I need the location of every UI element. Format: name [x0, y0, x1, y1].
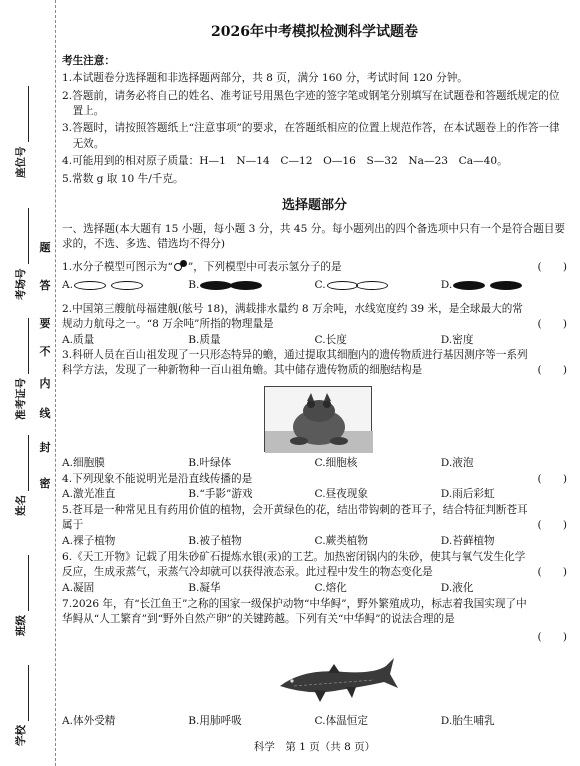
option-b: B.“手影”游戏 — [188, 488, 253, 501]
exam-page — [62, 0, 567, 766]
question-stem: 6.《天工开物》记载了用朱砂矿石提炼水银(汞)的工艺。加热密闭锅内的朱砂，使其与氧气发生化学反应，生成汞蒸气，汞蒸气冷却就可以获得液态汞。此过程中发生的物态变化是 — [62, 551, 526, 579]
answer-bracket: ( ) — [537, 473, 567, 485]
question-1 — [62, 260, 567, 294]
option-b: B.凝华 — [188, 581, 221, 594]
binding-strip — [0, 0, 56, 766]
notice-item: 4.可能用到的相对原子质量：H—1 N—14 C—12 O—16 S—32 Na—23 Ca—40。 — [62, 155, 508, 168]
option-d: D.苔藓植物 — [440, 534, 495, 547]
sturgeon-illustration — [274, 652, 400, 708]
seal-char: 内 — [39, 377, 51, 390]
answer-bracket: ( ) — [537, 364, 567, 376]
admission-number-field: 准考证号 — [14, 318, 29, 420]
seal-char: 封 — [39, 441, 51, 454]
option-b: B.用肺呼吸 — [188, 715, 242, 727]
name-field: 姓名 — [14, 435, 29, 516]
notice-block — [62, 54, 567, 189]
option-a: A.凝固 — [62, 581, 95, 594]
option-b: B. — [188, 278, 314, 293]
question-2 — [62, 302, 567, 348]
option-a: A. — [62, 278, 188, 293]
notice-item: 2.答题前，请务必将自己的姓名、准考证号用黑色字迹的签字笔或钢笔分别填写在试题卷和答题纸规定的位置上。 — [62, 89, 560, 118]
notice-item: 1.本试题卷分选择题和非选择题两部分，共 8 页，满分 160 分，考试时间 120 分钟。 — [62, 72, 468, 85]
option-c: C. — [315, 278, 441, 293]
hydrogen-atom-icon — [111, 281, 143, 290]
question-3-options — [62, 456, 567, 471]
seal-char: 要 — [39, 317, 51, 330]
ring-icon — [356, 281, 388, 290]
answer-bracket: ( ) — [537, 631, 567, 643]
section-intro: 一、选择题(本大题有 15 小题，每小题 3 分，共 45 分。每小题列出的四个备选项中只有一个是符合题目要求的，不选、多选、错选均不得分) — [62, 223, 565, 251]
answer-bracket: ( ) — [537, 261, 567, 273]
option-d: D.胎生哺乳 — [440, 715, 495, 727]
page-footer: 科学 第 1 页（共 8 页） — [253, 741, 376, 753]
dot-icon — [453, 281, 485, 290]
dot-icon — [490, 281, 522, 290]
option-d: D.雨后彩虹 — [440, 488, 495, 501]
seal-char: 不 — [39, 345, 51, 358]
question-stem: 2.中国第三艘航母福建舰(舷号 18)，满载排水量约 8 万余吨，水线宽度约 39 米，是全球最大的常规动力航母之一。“8 万余吨”所指的物理量是 — [62, 303, 523, 331]
school-field: 学校 — [14, 665, 29, 746]
question-stem: 7.2026 年，有“长江鱼王”之称的国家一级保护动物“中华鲟”，野外繁殖成功，标志着我国实现了中华鲟从“人工繁育”到“野外自然产卵”的关键跨越。下列有关“中华鲟”的说法合理的是 — [62, 598, 527, 626]
question-4 — [62, 472, 567, 503]
question-7 — [62, 597, 567, 643]
question-5 — [62, 503, 567, 549]
question-stem: 3.科研人员在百山祖发现了一只形态特异的蟾，通过提取其细胞内的遗传物质进行基因测序等一系列科学方法，发现了一种新物种一百山祖角蟾。其中储存遗传物质的细胞结构是 — [62, 349, 528, 377]
notice-item: 3.答题时，请按照答题纸上“注意事项”的要求，在答题纸相应的位置上规范作答，在本试题卷上的作答一律无效。 — [62, 122, 560, 150]
seal-char: 答 — [39, 279, 51, 292]
answer-bracket: ( ) — [537, 566, 567, 578]
option-a: A.激光准直 — [62, 488, 116, 501]
water-molecule-icon — [173, 261, 188, 273]
option-a: A.质量 — [62, 333, 95, 346]
option-d: D. — [441, 278, 567, 293]
dot-icon — [230, 281, 262, 290]
page-title: 2026年中考模拟检测科学试题卷 — [211, 24, 418, 40]
answer-bracket: ( ) — [537, 318, 567, 330]
option-d: D.液化 — [440, 581, 474, 594]
question-stem: 1.水分子模型可图示为“ ”，下列模型中可表示氢分子的是 — [62, 261, 342, 273]
question-6 — [62, 550, 567, 596]
seal-char: 题 — [39, 241, 51, 254]
question-stem: 4.下列现象不能说明光是沿直线传播的是 — [62, 473, 253, 485]
ring-icon — [327, 281, 359, 290]
answer-bracket: ( ) — [537, 519, 567, 531]
dot-icon — [200, 281, 232, 290]
option-a: A.细胞膜 — [62, 457, 105, 469]
option-c: C.昼夜现象 — [314, 488, 368, 501]
option-d: D.液泡 — [440, 457, 474, 469]
hydrogen-atom-icon — [74, 281, 106, 290]
option-a: A.裸子植物 — [62, 534, 116, 547]
option-c: C.体温恒定 — [314, 715, 368, 727]
frog-illustration — [264, 386, 372, 452]
option-b: B.质量 — [188, 333, 221, 346]
seat-number-field: 座位号 — [14, 87, 29, 179]
exam-room-field: 考场号 — [14, 209, 29, 301]
question-7-options — [62, 714, 567, 729]
seal-char: 线 — [39, 407, 51, 420]
notice-item: 5.常数 g 取 10 牛/千克。 — [62, 172, 184, 185]
option-c: C.细胞核 — [314, 457, 358, 469]
option-d: D.密度 — [440, 333, 474, 346]
option-c: C.蕨类植物 — [314, 534, 368, 547]
seal-char: 密 — [39, 477, 51, 490]
option-b: B.叶绿体 — [188, 457, 232, 469]
option-b: B.被子植物 — [188, 534, 242, 547]
option-c: C.熔化 — [314, 581, 347, 594]
option-a: A.体外受精 — [62, 715, 116, 727]
section-title: 选择题部分 — [281, 198, 347, 213]
question-3 — [62, 348, 567, 379]
option-c: C.长度 — [314, 333, 347, 346]
class-field: 班级 — [14, 555, 29, 636]
question-stem: 5.苍耳是一种常见且有药用价值的植物，会开黄绿色的花，结出带钩刺的苍耳子，结合特征判断苍耳属于 — [62, 504, 528, 532]
notice-heading: 考生注意： — [62, 55, 115, 67]
